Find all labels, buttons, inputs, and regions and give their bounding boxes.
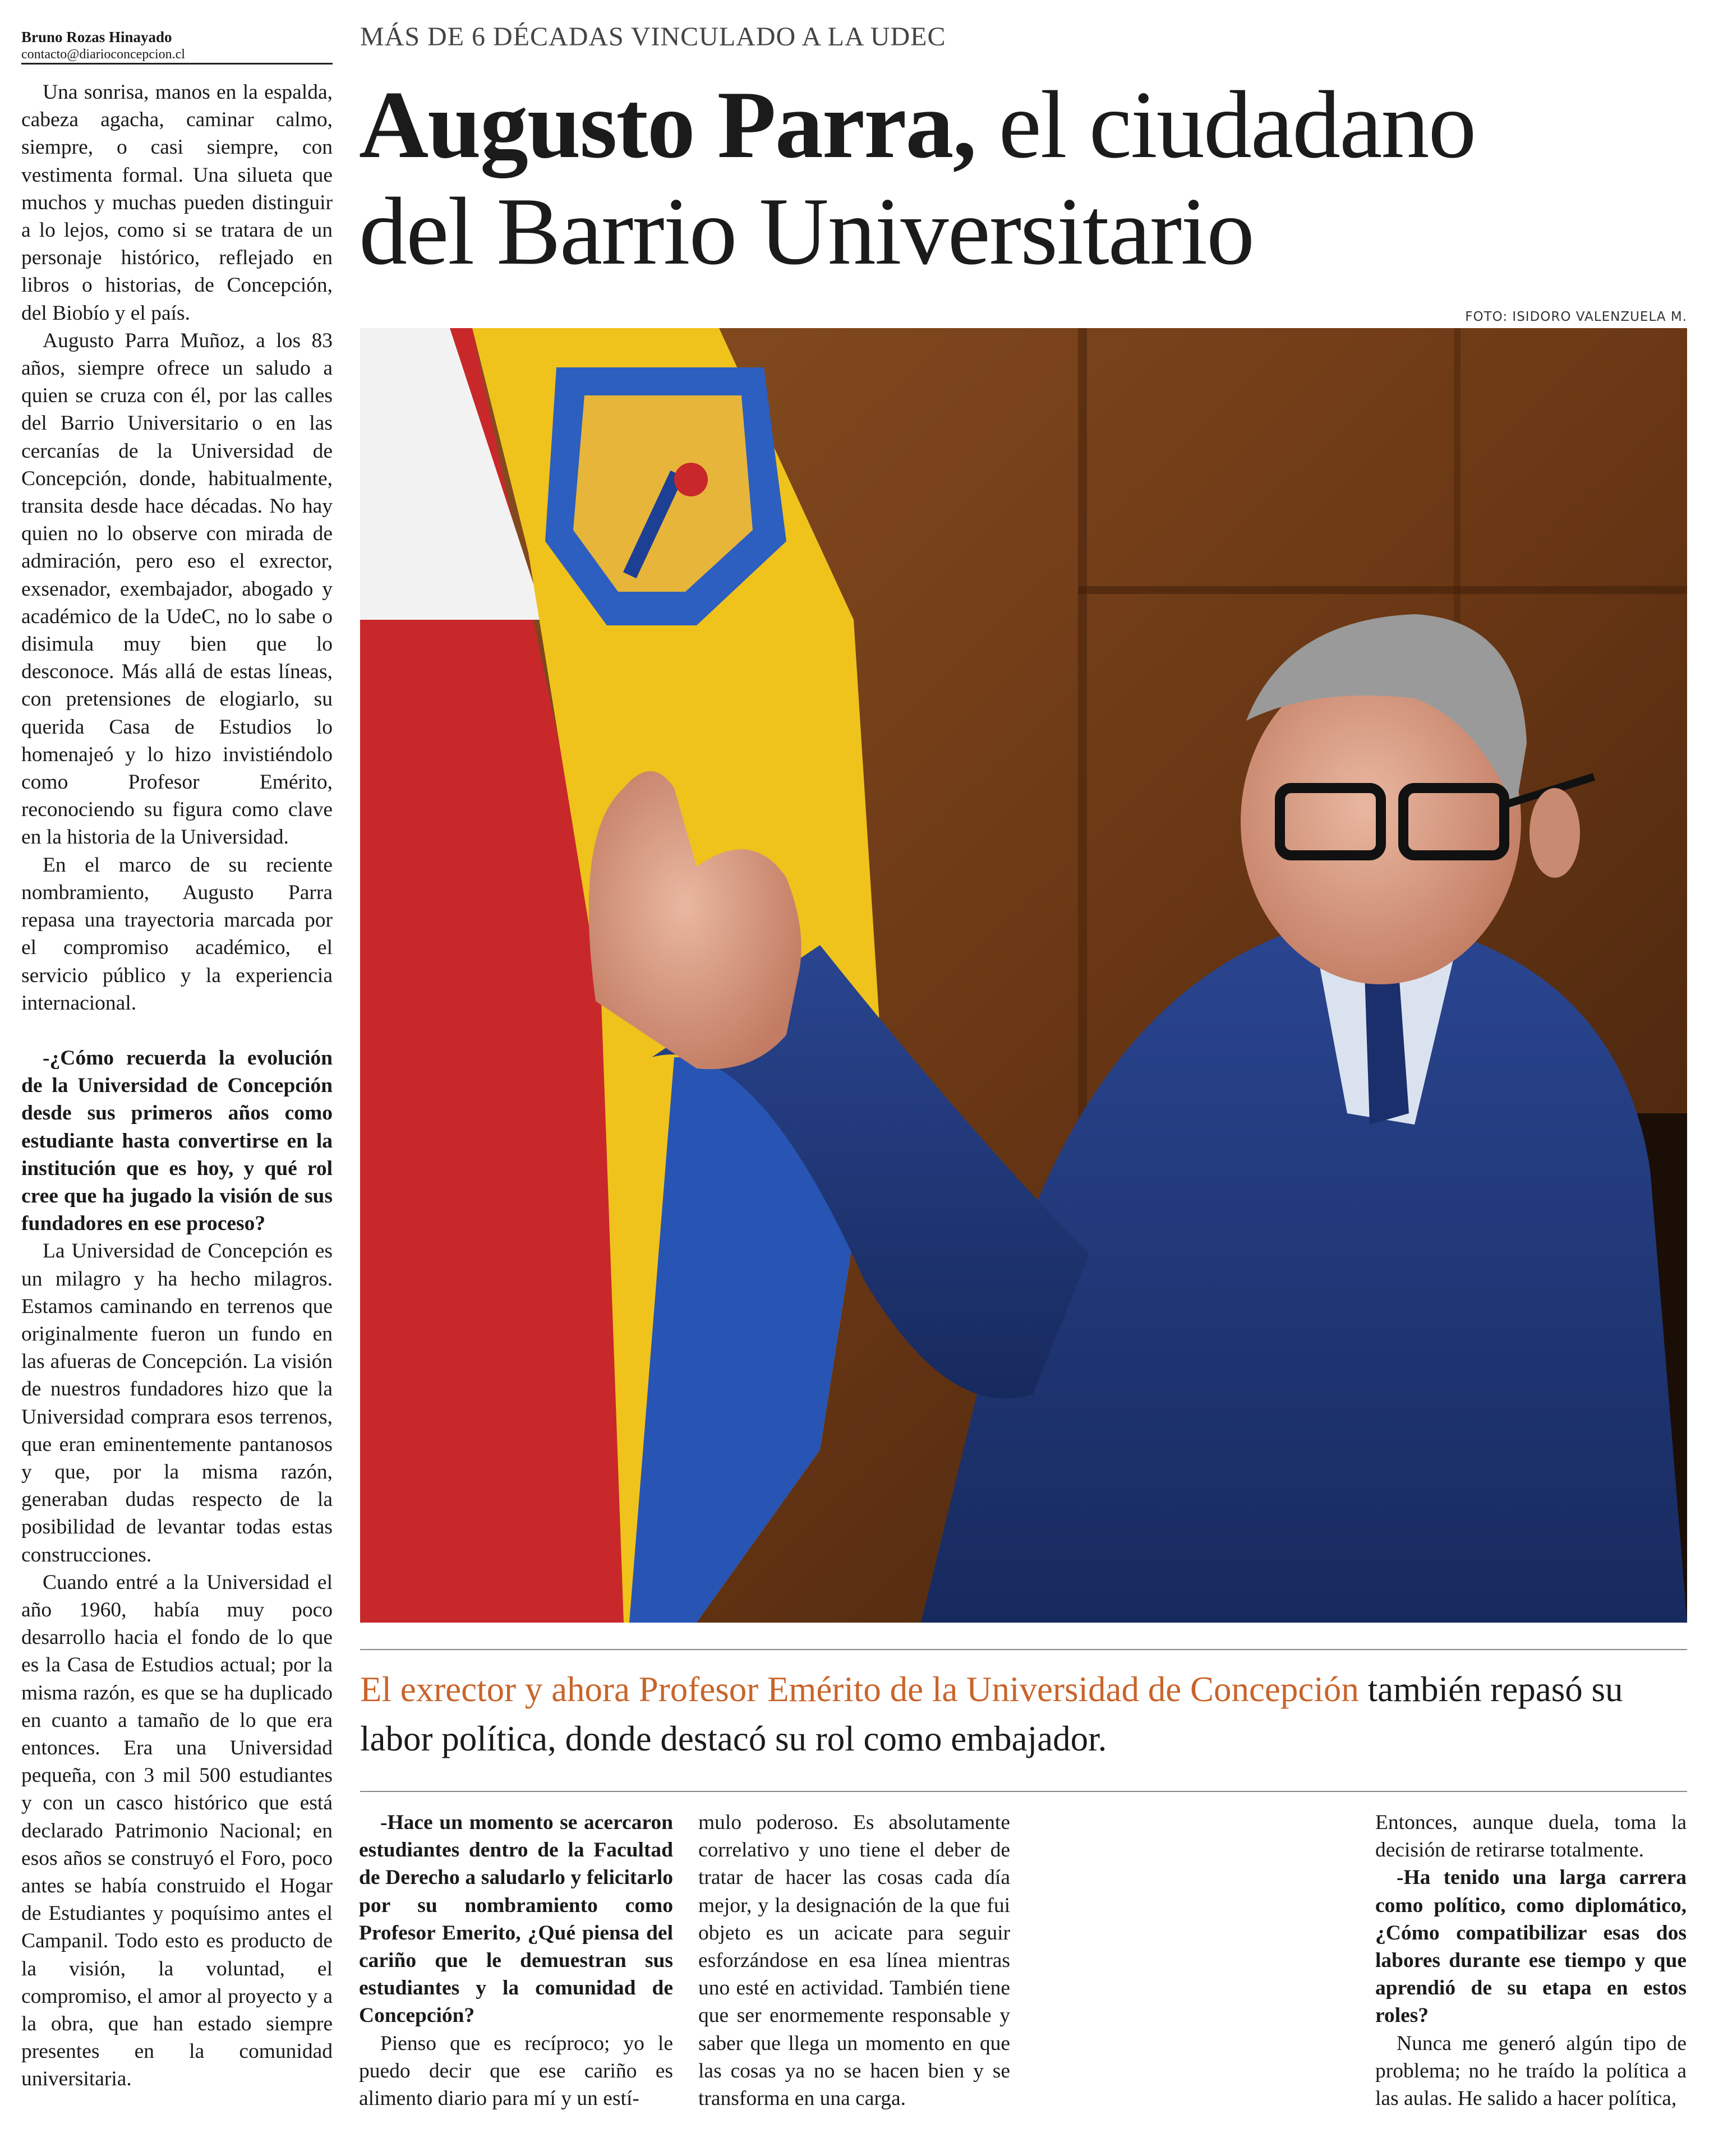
photo-credit: FOTO: ISIDORO VALENZUELA M. — [1465, 310, 1687, 324]
headline-line2: del Barrio Universitario — [359, 178, 1254, 285]
interview-answer: La Universidad de Concepción es un milagro y ha hecho milagros. Estamos caminando en terrenos que originalmente fueron un fundo en las afueras de Concepción. La visión de nuestros fundadores hizo que la Universidad comprara esos terrenos, que eran eminentemente pantanosos y que, por la misma razón, generaban dudas respecto de la posibilidad de levantar todas estas construcciones. — [21, 1240, 333, 1567]
portrait-photo — [360, 328, 1687, 1623]
interview-answer: Cuando entré a la Universidad el año 1960, había muy poco desarrollo hacia el fondo de lo que es la Casa de Estudios actual; por la misma razón, es que se ha duplicado en cuanto a tamaño de lo que era entonces. Era una Universidad pequeña, con 3 mil 500 estudiantes y con un casco histórico que está declarado Patrimonio Nacional; en esos años se construyó el Foro, poco antes se había construido el Hogar de Estudiantes y poquísimo antes el Campanil. Todo esto es producto de la visión, la voluntad, el compromiso, el amor al proyecto y a la obra, que han estado siempre presentes en la comunidad universitaria. — [21, 1570, 333, 2091]
article-column-1 — [21, 79, 333, 2093]
interview-question: -¿Cómo recuerda la evolución de la Universidad de Concepción desde sus primeros años como estudiante hasta convertirse en la institución que es hoy, y qué rol cree que ha jugado la visión de sus fundadores en ese proceso? — [21, 1046, 333, 1236]
interview-question: -Ha tenido una larga carrera como político, como diplomático, ¿Cómo compatibilizar esas dos labores durante ese tiempo y que aprendió de su etapa en estos roles? — [1375, 1866, 1687, 2028]
kicker: MÁS DE 6 DÉCADAS VINCULADO A LA UDEC — [360, 22, 946, 52]
deck-bottom-rule — [360, 1791, 1687, 1792]
byline-divider — [21, 63, 333, 65]
article-column-2 — [359, 1809, 673, 2112]
headline — [359, 72, 1705, 285]
paragraph-intro: Una sonrisa, manos en la espalda, cabeza agacha, caminar calmo, siempre, o casi siempre, con vestimenta formal. Una silueta que muchos y muchas pueden distinguir a lo lejos, como si se tratara de un personaje histórico, reflejado en libros o historias, de Concepción, del Biobío y el país. — [21, 81, 333, 325]
deck — [360, 1665, 1687, 1763]
paragraph: Augusto Parra Muñoz, a los 83 años, siempre ofrece un saludo a quien se cruza con él, por las calles del Barrio Universitario o en las cercanías de la Universidad de Concepción, donde, habitualmente, transita desde hace décadas. No hay quien no lo observe con mirada de admiración, pero eso el exrector, exsenador, exembajador, abogado y académico de la UdeC, no lo sabe o disimula muy bien que lo desconoce. Más allá de estas líneas, con pretensiones de elogiarlo, su querida Casa de Estudios lo homenajeó y lo hizo invistiéndolo como Profesor Emérito, reconociendo su figura como clave en la historia de la Universidad. — [21, 329, 333, 849]
author-email[interactable]: contacto@diarioconcepcion.cl — [21, 47, 185, 62]
article-column-3 — [698, 1809, 1010, 2112]
interview-answer: Pienso que es recíproco; yo le puedo decir que ese cariño es alimento diario para mí y un estí- — [359, 2031, 673, 2111]
article-column-4 — [1375, 1809, 1687, 2112]
deck-top-rule — [360, 1649, 1687, 1650]
deck-highlight: El exrector y ahora Profesor Emérito de la Universidad de Concepción — [360, 1670, 1359, 1709]
deck-rest: también repasó su labor política, donde destacó su rol como embajador. — [360, 1670, 1623, 1758]
paragraph: En el marco de su reciente nombramiento, Augusto Parra repasa una trayectoria marcada por el compromiso académico, el servicio público y la experiencia internacional. — [21, 853, 333, 1015]
interview-answer: mulo poderoso. Es absolutamente correlativo y uno tiene el deber de tratar de hacer las cosas cada día mejor, y la designación de la que fui objeto es un acicate para seguir esforzándose en esa línea mientras uno esté en actividad. También tiene que ser enormemente responsable y saber que llega un momento en que las cosas ya no se hacen bien y se transforma en una carga. — [698, 1811, 1010, 2111]
portrait-illustration — [360, 328, 1687, 1623]
headline-line1-rest: el ciudadano — [975, 72, 1476, 178]
interview-question: -Hace un momento se acercaron estudiantes dentro de la Facultad de Derecho a saludarlo y felicitarlo por su nombramiento como Profesor Emerito, ¿Qué piensa del cariño que le demuestran sus estudiantes y la comunidad de Concepción? — [359, 1811, 673, 2028]
interview-answer: Nunca me generó algún tipo de problema; no he traído la política a las aulas. He salido a hacer política, — [1375, 2031, 1687, 2111]
byline — [21, 28, 333, 63]
headline-name: Augusto Parra, — [359, 72, 976, 178]
interview-answer: Entonces, aunque duela, toma la decisión de retirarse totalmente. — [1375, 1811, 1687, 1862]
author-name: Bruno Rozas Hinayado — [21, 29, 172, 45]
